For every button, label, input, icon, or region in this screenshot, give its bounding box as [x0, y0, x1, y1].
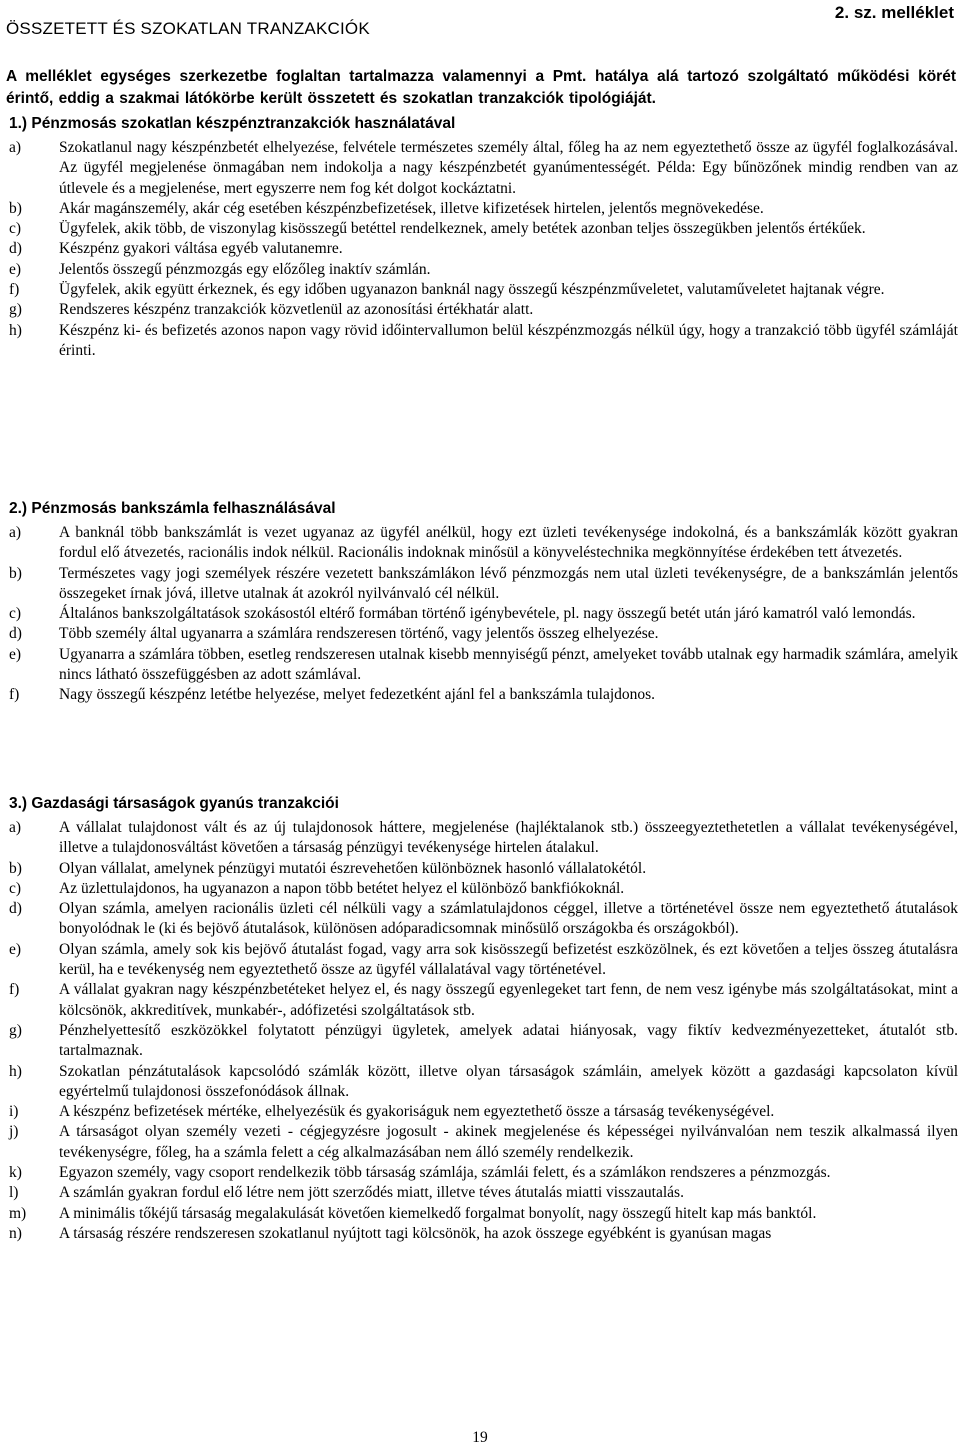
section-bank-account: [6, 498, 958, 706]
item-text: Rendszeres készpénz tranzakciók közvetlenül az azonosítási értékhatár alatt.: [59, 301, 534, 319]
item-text: Ügyfelek, akik együtt érkeznek, és egy időben ugyanazon banknál nagy összegű készpénzműveletet, valutaműveletet hajtanak végre.: [59, 281, 885, 299]
item-text: Pénzhelyettesítő eszközökkel folytatott pénzügyi ügyletek, amelyek adatai hiányosak, vagy fiktív kedvezményezetteket, átutalót stb. tartalmaznak.: [59, 1021, 958, 1060]
item-text: Készpénz gyakori váltása egyéb valutanemre.: [59, 240, 343, 258]
item-label: d): [9, 900, 22, 918]
section-title: 1.) Pénzmosás szokatlan készpénztranzakciók használatával: [9, 115, 456, 132]
item-label: d): [9, 625, 22, 643]
item-text: Szokatlan pénzátutalások kapcsolódó számlák között, illetve olyan társaságok számláin, amelyek között a gazdasági kapcsolaton kívül egyértelmű tulajdonosi összefonódások állnak.: [59, 1062, 958, 1100]
item-text: Egyazon személy, vagy csoport rendelkezik több társaság számlája, számlái felett, és a számlákon rendszeres a pénzmozgás.: [59, 1164, 831, 1182]
annex-label: 2. sz. melléklet: [834, 3, 954, 22]
item-text: Készpénz ki- és befizetés azonos napon vagy rövid időintervallumon belül készpénzmozgás nélkül úgy, hogy a tranzakció több ügyfél számláját érinti.: [59, 321, 958, 359]
item-label: n): [9, 1224, 22, 1242]
list-item: [6, 1204, 958, 1224]
item-text: A vállalat tulajdonost vált és az új tulajdonosok háttere, megjelenése (hajléktalanok stb.) összeegyeztethetetlen a vállalat tevékenységével, illetve a tulajdonosváltást követően a társaság pénzügyi tevékenysége hirtelen átalakul.: [59, 819, 958, 857]
item-text: Több személy által ugyanarra a számlára rendszeresen történő, vagy jelentős összeg elhelyezése.: [59, 625, 659, 643]
list-item: [6, 199, 958, 219]
list-item: [6, 685, 958, 705]
document-title: ÖSSZETETT ÉS SZOKATLAN TRANZAKCIÓK: [6, 19, 370, 38]
item-label: g): [9, 301, 22, 319]
item-label: d): [9, 240, 22, 258]
item-label: h): [9, 321, 22, 339]
item-text: Olyan számla, amely sok kis bejövő átutalást fogad, vagy arra sok kisösszegű befizetést eszközölnek, és ezt követően a teljes összeg átutalásra kerül, ha e tevékenység nem egyeztethető össze az ügyfél vállalatával vagy történetével.: [59, 940, 958, 979]
list-item: [6, 899, 958, 940]
list-item: [6, 280, 958, 300]
list-item: [6, 624, 958, 644]
list-item: [6, 1183, 958, 1203]
list-item: [6, 1062, 958, 1103]
item-label: c): [9, 879, 22, 897]
item-text: Jelentős összegű pénzmozgás egy előzőleg inaktív számlán.: [59, 260, 431, 278]
list-item: [6, 604, 958, 624]
list-item: [6, 138, 958, 199]
item-text: Az üzlettulajdonos, ha ugyanazon a napon több betétet helyez el különböző bankfiókoknál.: [59, 879, 625, 897]
item-text: A számlán gyakran fordul elő létre nem jött szerződés miatt, illetve téves átutalás miatti visszautalás.: [59, 1184, 684, 1202]
item-text: Olyan vállalat, amelynek pénzügyi mutatói észrevehetően különböznek hasonló vállalatokétól.: [59, 859, 647, 877]
item-text: Akár magánszemély, akár cég esetében készpénzbefizetések, illetve kifizetések hirtelen, jelentős megnövekedése.: [59, 199, 764, 217]
item-label: b): [9, 859, 22, 877]
item-label: l): [9, 1184, 19, 1202]
item-text: A minimális tőkéjű társaság megalakulását követően kiemelkedő forgalmat bonyolít, nagy összegű hitelt kap más banktól.: [59, 1204, 817, 1222]
item-label: f): [9, 686, 20, 704]
item-label: e): [9, 940, 22, 958]
section-cash-transactions: [6, 113, 958, 361]
item-label: c): [9, 605, 22, 623]
list-item: [6, 645, 958, 686]
item-label: a): [9, 819, 22, 836]
section-title: 3.) Gazdasági társaságok gyanús tranzakciói: [9, 795, 339, 812]
item-label: g): [9, 1021, 22, 1039]
item-label: f): [9, 981, 20, 999]
list-item: [6, 1021, 958, 1062]
item-text: A társaság részére rendszeresen szokatlanul nyújtott tagi kölcsönök, ha azok összege egyébként is gyanúsan magas: [59, 1224, 772, 1242]
item-text: Szokatlanul nagy készpénzbetét elhelyezése, felvétele természetes személy által, főleg ha az nem egyeztethető össze az ügyfél foglalkozásával. Az ügyfél megjelenése önmagában nem indokolja a nagy készpénzbetét gyanúmentességét. Példa: Egy bűnözőnek mindig rendben van az útlevele és a megjelenése, mert egyszerre nem fog két dolgot kockáztatni.: [59, 139, 958, 197]
item-label: f): [9, 281, 20, 299]
list-item: [6, 523, 958, 564]
list-item: [6, 980, 958, 1021]
list-item: [6, 940, 958, 981]
list-item: [6, 260, 958, 280]
item-label: b): [9, 564, 22, 582]
item-label: b): [9, 199, 22, 217]
list-item: [6, 300, 958, 320]
item-text: Olyan számla, amelyen racionális üzleti cél nélküli vagy a számlatulajdonos céggel, illetve a történetével össze nem egyeztethető átutalások bonyolódnak le (ki és bejövő átutalások, különösen adóparadicsomnak minősülő országokba és országokból).: [59, 900, 958, 938]
item-label: m): [9, 1204, 27, 1222]
item-label: h): [9, 1062, 22, 1080]
item-label: k): [9, 1164, 22, 1182]
list-item: [6, 1224, 958, 1244]
list-item: [6, 818, 958, 859]
list-item: [6, 564, 958, 605]
section-company-transactions: [6, 793, 958, 1244]
item-text: A készpénz befizetések mértéke, elhelyezésük és gyakoriságuk nem egyeztethető össze a társaság tevékenységével.: [59, 1103, 775, 1121]
item-text: Nagy összegű készpénz letétbe helyezése, melyet fedezetként ajánl fel a bankszámla tulajdonos.: [59, 686, 656, 704]
item-text: Ügyfelek, akik több, de viszonylag kisösszegű betéttel rendelkeznek, amely betétek azonban teljes összegükben jelentős értékűek.: [59, 220, 866, 238]
item-text: Természetes vagy jogi személyek részére vezetett bankszámlákon lévő pénzmozgás nem utal üzleti tevékenységre, de a bankszámlán jelentős összegeket írnak jóvá, illetve utalnak át azokról nyilvánvaló cél nélkül.: [59, 564, 958, 602]
item-label: e): [9, 260, 22, 278]
list-item: [6, 1122, 958, 1163]
item-text: Ugyanarra a számlára többen, esetleg rendszeresen utalnak kisebb mennyiségű pénzt, amelyeket tovább utalnak egy harmadik számlára, amelyik nincs látható összefüggésben az adott számlával.: [59, 645, 958, 684]
item-label: j): [9, 1123, 19, 1141]
page-number: 19: [472, 1429, 488, 1446]
item-text: A banknál több bankszámlát is vezet ugyanaz az ügyfél anélkül, hogy ezt üzleti tevékenysége indokolná, és a bankszámlák között gyakran fordul elő átvezetés, racionális indok nélkül. Racionális indoknak minősül a könyveléstechnika megkönnyítése érdekében tett átvezetés.: [59, 524, 958, 562]
item-label: c): [9, 220, 22, 238]
item-label: a): [9, 524, 22, 541]
list-item: [6, 1163, 958, 1183]
item-text: Általános bankszolgáltatások szokásostól eltérő formában történő igénybevétele, pl. nagy összegű betét után járó kamatról való lemondás.: [59, 605, 916, 623]
list-item: [6, 239, 958, 259]
list-item: [6, 1102, 958, 1122]
item-text: A vállalat gyakran nagy készpénzbetéteket helyez el, és nagy összegű egyenlegeket tart fenn, de nem vesz igénybe más szolgáltatásokat, mint a kölcsönök, akkreditívek, munkabér-, adófizetési szolgáltatások stb.: [59, 981, 958, 1019]
section-title: 2.) Pénzmosás bankszámla felhasználásával: [9, 500, 336, 517]
list-item: [6, 859, 958, 879]
intro-paragraph: A melléklet egységes szerkezetbe foglaltan tartalmazza valamennyi a Pmt. hatálya alá tartozó szolgáltató működési körét érintő, eddig a szakmai látókörbe került összetett és szokatlan tranzakciók tipológiáját.: [6, 68, 956, 107]
item-label: e): [9, 645, 22, 663]
item-label: i): [9, 1103, 19, 1121]
item-text: A társaságot olyan személy vezeti - cégjegyzésre jogosult - akinek megjelenése és képességei nyilvánvalóan nem teszik alkalmassá ilyen tevékenységre, főleg, ha a számla felett a cég alkalmazásában nem álló személy rendelkezik.: [59, 1123, 958, 1161]
list-item: [6, 879, 958, 899]
list-item: [6, 321, 958, 362]
list-item: [6, 219, 958, 239]
item-label: a): [9, 139, 22, 156]
